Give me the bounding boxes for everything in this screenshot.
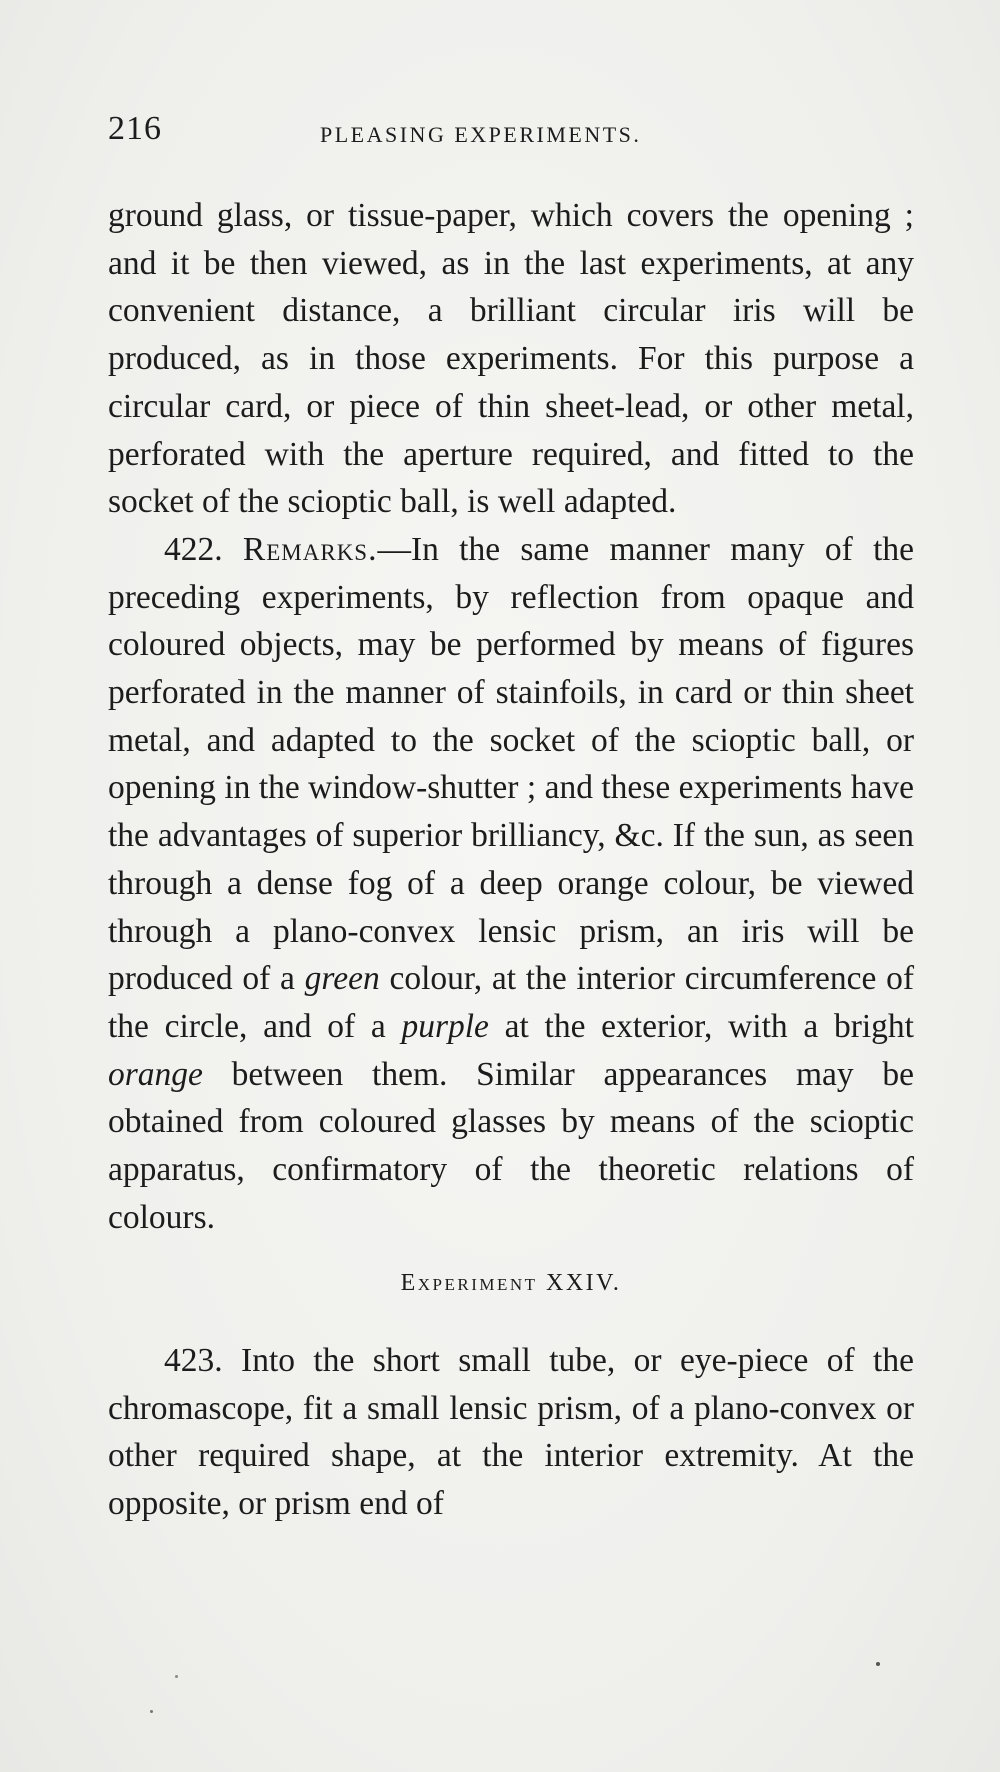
secondary-text-block: [108, 1337, 914, 1528]
paragraph-text: In the same manner many of the preceding experiments, by reflection from opaque and coloured objects, may be performed by means of figures perforated in the manner of stainfoils, in card or thin sheet metal, and adapted to the socket of the scioptic ball, or opening in the window-shutter ; and these experiments have the advantages of superior brilliancy, &c. If the sun, as seen through a dense fog of a deep orange colour, be viewed through a plano-convex lensic prism, an iris will be produced of a: [108, 530, 915, 998]
paragraph-number: 423.: [164, 1342, 223, 1379]
ink-speck: [175, 1675, 178, 1678]
em-dash: —: [377, 530, 411, 568]
ink-speck: [150, 1710, 153, 1713]
paragraph-text: Into the short small tube, or eye-piece of the chromascope, fit a small lensic prism, of a plano-convex or other required shape, at the interior extremity. At the opposite, or prism end of: [108, 1342, 914, 1523]
paragraph-continuation: ground glass, or tissue-paper, which covers the opening ; and it be then viewed, as in the last experiments, at any convenient distance, a brilliant circular iris will be produced, as in those experiments. For this purpose a circular card, or piece of thin sheet-lead, or other metal, perforated with the aperture required, and fitted to the socket of the scioptic ball, is well adapted.: [108, 197, 914, 521]
main-text-block: [108, 192, 914, 1241]
italic-word-orange: orange: [108, 1055, 203, 1093]
section-heading: Experiment XXIV.: [400, 1270, 622, 1296]
paragraph-text: between them. Similar appearances may be obtained from coloured glasses by means of the scioptic apparatus, confirmatory of the theoretic relations of colours.: [108, 1055, 914, 1236]
paragraph-text: colour, at the interior circumference of the circle, and of a: [108, 960, 914, 1045]
running-title: PLEASING EXPERIMENTS.: [320, 122, 642, 147]
italic-word-purple: purple: [401, 1007, 489, 1045]
paragraph-422: [108, 526, 914, 1242]
ink-speck: [876, 1662, 880, 1666]
page-number: 216: [108, 110, 162, 147]
paragraph-text: at the exterior, with a bright: [488, 1007, 914, 1045]
paragraph-number: 422.: [164, 530, 223, 568]
paragraph-423: [108, 1337, 914, 1528]
italic-word-green: green: [304, 960, 380, 998]
remarks-label: Remarks.: [242, 530, 378, 568]
